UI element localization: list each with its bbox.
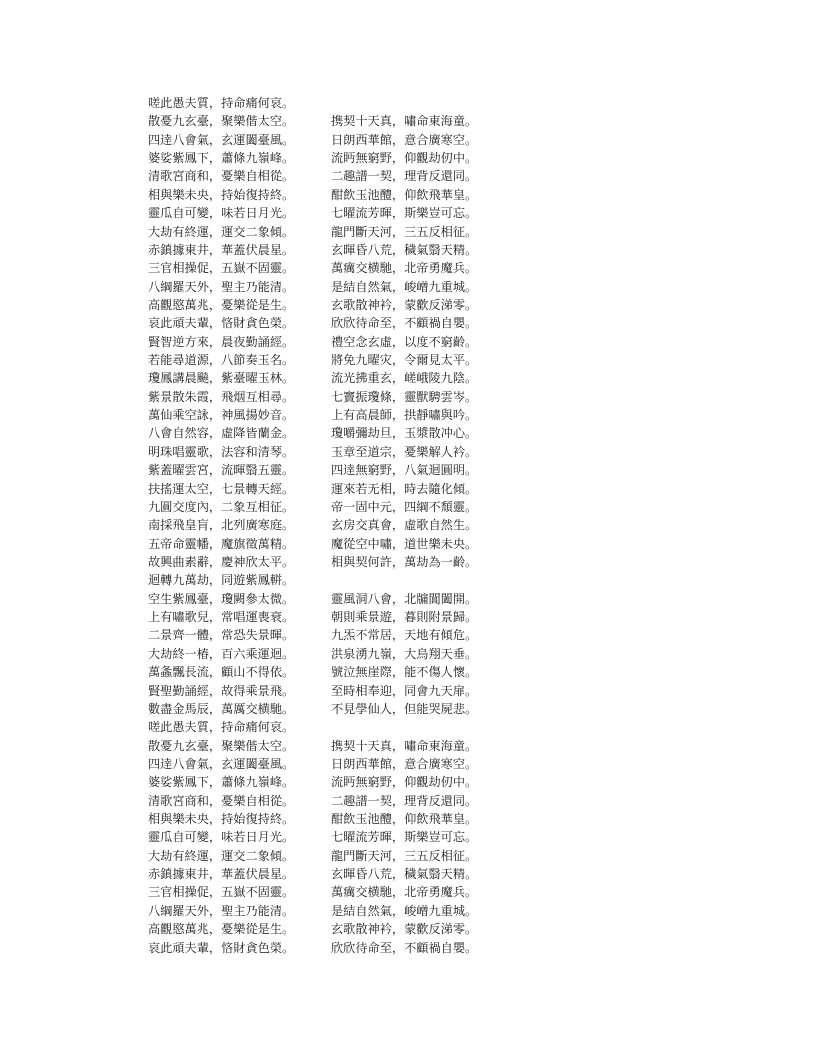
verse-line (148, 406, 477, 424)
verse-line-second-half: 洪泉湧九嶺，大烏翔天垂。 (331, 646, 478, 661)
verse-line-second-half: 日朗西華館，意合廣寒空。 (331, 756, 478, 771)
verse-line-first-half: 婆娑紫鳳下，蕭條九嶺峰。 (148, 151, 295, 166)
verse-line-second-half: 魔從空中嘯，道世樂未央。 (331, 536, 478, 551)
verse-text-block (148, 94, 477, 957)
verse-line-first-half: 迴轉九萬劫，同遊紫鳳軿。 (148, 573, 295, 588)
verse-line (148, 920, 477, 938)
verse-line (148, 186, 477, 204)
verse-line (148, 314, 477, 332)
verse-line-first-half: 扶搖運太空，七景轉天經。 (148, 481, 295, 496)
verse-line (148, 773, 477, 791)
verse-line-first-half: 南採飛皇肓，北列廣寒庭。 (148, 518, 295, 533)
verse-line-first-half: 空生紫鳳臺，瓊闕參太微。 (148, 591, 295, 606)
verse-line-second-half: 靈風洞八會，北牖閶闔開。 (331, 591, 478, 606)
verse-line-first-half: 相與樂未央，持始復持終。 (148, 187, 295, 202)
verse-line (148, 626, 477, 644)
verse-line-second-half: 欣欣待命至，不顧禍自嬰。 (331, 316, 478, 331)
verse-line-second-half: 玄房交真會，虛歌自然生。 (331, 518, 478, 533)
verse-line-second-half: 流光拂重玄，嵯峨陵九陰。 (331, 371, 478, 386)
verse-line-first-half: 四逹八會氣，玄運闔臺風。 (148, 756, 295, 771)
verse-line-second-half: 龍門斷天河，三五反相征。 (331, 848, 478, 863)
verse-line-first-half: 八綱羅天外，聖主乃能清。 (148, 279, 295, 294)
verse-line-second-half: 七曜流芳暉，斯樂豈可忘。 (331, 206, 478, 221)
verse-line (148, 443, 477, 461)
verse-line (148, 718, 477, 736)
verse-line-second-half: 四逹無窮野，八氣迴圓明。 (331, 463, 478, 478)
verse-line-second-half: 運來若无相，時去隨化傾。 (331, 481, 478, 496)
verse-line-first-half: 五帝命靈幡，魔旗徵萬精。 (148, 536, 295, 551)
verse-line-second-half: 是結自然氣，峻嶒九重城。 (331, 279, 478, 294)
verse-line-first-half: 二景齊一體，常恐失景暉。 (148, 628, 295, 643)
verse-line-second-half: 將免九曜灾，令爾見太平。 (331, 353, 478, 368)
verse-line-first-half: 清歌宮商和，憂樂自相從。 (148, 793, 295, 808)
verse-line (148, 608, 477, 626)
verse-line-first-half: 九圓交度內，二象互相征。 (148, 499, 295, 514)
verse-line (148, 278, 477, 296)
verse-line-first-half: 婆娑紫鳳下，蕭條九嶺峰。 (148, 775, 295, 790)
verse-line (148, 149, 477, 167)
verse-line-second-half: 携契十天真，嘯命東海童。 (331, 738, 478, 753)
verse-line-first-half: 靈瓜自可變，味若日月光。 (148, 830, 295, 845)
verse-line (148, 737, 477, 755)
verse-line (148, 810, 477, 828)
verse-line-first-half: 大劫終一椿，百六乘運迴。 (148, 646, 295, 661)
verse-line-first-half: 哀此頑夫輩，悋財貪色榮。 (148, 940, 295, 955)
verse-line-second-half: 玄歌散神衿，蒙歡反涕零。 (331, 922, 478, 937)
verse-line-first-half: 高觀愍萬兆，憂樂從是生。 (148, 922, 295, 937)
verse-line-first-half: 大劫有終運，運交二象傾。 (148, 224, 295, 239)
verse-line (148, 700, 477, 718)
verse-line-first-half: 散憂九玄臺，聚樂偕太空。 (148, 114, 295, 129)
verse-line-second-half: 流眄無窮野，仰觀劫仞中。 (331, 151, 478, 166)
verse-line-first-half: 三官相操促，五嶽不固靈。 (148, 261, 295, 276)
verse-line-first-half: 若能尋道源，八節奏玉名。 (148, 353, 295, 368)
verse-line-second-half: 二趣譜一契，理背反還同。 (331, 793, 478, 808)
verse-line-second-half: 朝則乘景遊，暮則附景歸。 (331, 610, 478, 625)
verse-line-second-half: 禮空念玄虛，以度不窮齡。 (331, 334, 478, 349)
verse-line-first-half: 賢聖勤誦經，故得乘景飛。 (148, 683, 295, 698)
verse-line-first-half: 賢智逆方來，晨夜勤誦經。 (148, 334, 295, 349)
verse-line (148, 296, 477, 314)
verse-line-first-half: 靈瓜自可變，味若日月光。 (148, 206, 295, 221)
verse-line-first-half: 紫蓋曜雲宮，流暉翳五靈。 (148, 463, 295, 478)
verse-line (148, 902, 477, 920)
verse-line-second-half: 帝一固中元，四綱不頹靈。 (331, 499, 478, 514)
verse-line (148, 828, 477, 846)
verse-line-second-half: 酣飲玉池醴，仰飲飛華皇。 (331, 812, 478, 827)
verse-line-second-half: 玉章至道宗，憂樂解人衿。 (331, 444, 478, 459)
verse-line-first-half: 八綱羅天外，聖主乃能清。 (148, 903, 295, 918)
verse-line-first-half: 上有嘯歌兒，常唱運喪衰。 (148, 610, 295, 625)
verse-line (148, 461, 477, 479)
verse-line-first-half: 瓊鳳講晨飈，紫臺曜玉林。 (148, 371, 295, 386)
verse-line (148, 535, 477, 553)
verse-line-second-half: 是結自然氣，峻嶒九重城。 (331, 903, 478, 918)
verse-line-second-half: 欣欣待命至，不顧禍自嬰。 (331, 940, 478, 955)
verse-line (148, 333, 477, 351)
verse-line (148, 424, 477, 442)
verse-line-first-half: 明珠唱靈歌，法容和清琴。 (148, 444, 295, 459)
verse-line-second-half: 上有高晨師，拱靜嘯與吟。 (331, 408, 478, 423)
verse-line-second-half: 龍門斷天河，三五反相征。 (331, 224, 478, 239)
verse-line-second-half: 七竇振瓊條，靈獸騁雲岑。 (331, 389, 478, 404)
verse-line (148, 112, 477, 130)
verse-line-first-half: 嗟此愚夫質，持命痛何哀。 (148, 96, 295, 110)
verse-line-first-half: 大劫有終運，運交二象傾。 (148, 848, 295, 863)
verse-line (148, 847, 477, 865)
verse-line (148, 553, 477, 571)
verse-line-first-half: 高觀愍萬兆，憂樂從是生。 (148, 297, 295, 312)
verse-line-first-half: 紫景散朱霞，飛烟互相尋。 (148, 389, 295, 404)
verse-line (148, 351, 477, 369)
verse-line-first-half: 三官相操促，五嶽不固靈。 (148, 885, 295, 900)
verse-line-first-half: 清歌宮商和，憂樂自相從。 (148, 169, 295, 184)
verse-line (148, 131, 477, 149)
verse-line (148, 571, 477, 589)
verse-line-second-half: 玄暉昏八荒，穢氣翳天精。 (331, 242, 478, 257)
verse-line (148, 94, 477, 112)
verse-line (148, 388, 477, 406)
verse-line-second-half: 七曜流芳暉，斯樂豈可忘。 (331, 830, 478, 845)
verse-line-first-half: 嗟此愚夫質，持命痛何哀。 (148, 720, 295, 735)
verse-line-second-half: 酣飲玉池醴，仰飲飛華皇。 (331, 187, 478, 202)
verse-line (148, 883, 477, 901)
verse-line-second-half: 携契十天真，嘯命東海童。 (331, 114, 478, 129)
verse-line-second-half: 流眄無窮野，仰觀劫仞中。 (331, 775, 478, 790)
verse-line (148, 498, 477, 516)
verse-line (148, 755, 477, 773)
verse-line (148, 516, 477, 534)
verse-line-second-half: 不見學仙人，但能哭屍悲。 (331, 701, 478, 716)
verse-line (148, 682, 477, 700)
verse-line-first-half: 故興曲素辭，慶神欣太平。 (148, 554, 295, 569)
verse-line-first-half: 相與樂未央，持始復持終。 (148, 812, 295, 827)
verse-line-second-half: 至時相奉迎，同會九天扉。 (331, 683, 478, 698)
verse-line (148, 792, 477, 810)
verse-line-second-half: 瓊嚼彌劫旦，玉漿散冲心。 (331, 426, 478, 441)
verse-line (148, 590, 477, 608)
verse-line-second-half: 萬癘交横馳，北帝勇魔兵。 (331, 261, 478, 276)
verse-line (148, 241, 477, 259)
verse-line-second-half: 二趣譜一契，理背反還同。 (331, 169, 478, 184)
verse-line-first-half: 赤鎮據東井，華蓋伏晨星。 (148, 242, 295, 257)
verse-line-first-half: 八會自然容，虛降皆蘭金。 (148, 426, 295, 441)
verse-line-second-half: 九炁不常居，天地有傾危。 (331, 628, 478, 643)
verse-line (148, 167, 477, 185)
verse-line (148, 480, 477, 498)
verse-line-second-half: 玄暉昏八荒，穢氣翳天精。 (331, 867, 478, 882)
verse-line-second-half: 相與契何許，萬劫為一齡。 (331, 554, 478, 569)
verse-line-first-half: 四逹八會氣，玄運闔臺風。 (148, 132, 295, 147)
verse-line-first-half: 數盡金馬辰，萬厲交横馳。 (148, 701, 295, 716)
verse-line-second-half: 玄歌散神衿，蒙歡反涕零。 (331, 297, 478, 312)
verse-line-second-half: 日朗西華館，意合廣寒空。 (331, 132, 478, 147)
verse-line (148, 369, 477, 387)
verse-line (148, 645, 477, 663)
verse-line (148, 939, 477, 957)
verse-line-second-half: 萬癘交横馳，北帝勇魔兵。 (331, 885, 478, 900)
verse-line (148, 223, 477, 241)
verse-line-first-half: 萬螽飄長流，顧山不得依。 (148, 665, 295, 680)
verse-line (148, 259, 477, 277)
verse-line-first-half: 散憂九玄臺，聚樂偕太空。 (148, 738, 295, 753)
verse-line-second-half: 號泣無崖際，能不傷人懷。 (331, 665, 478, 680)
verse-line (148, 204, 477, 222)
verse-line-first-half: 萬仙乘空詠，神風揚妙音。 (148, 408, 295, 423)
verse-line-first-half: 赤鎮據東井，華蓋伏晨星。 (148, 867, 295, 882)
verse-line (148, 865, 477, 883)
verse-line (148, 663, 477, 681)
verse-line-first-half: 哀此頑夫輩，悋財貪色榮。 (148, 316, 295, 331)
